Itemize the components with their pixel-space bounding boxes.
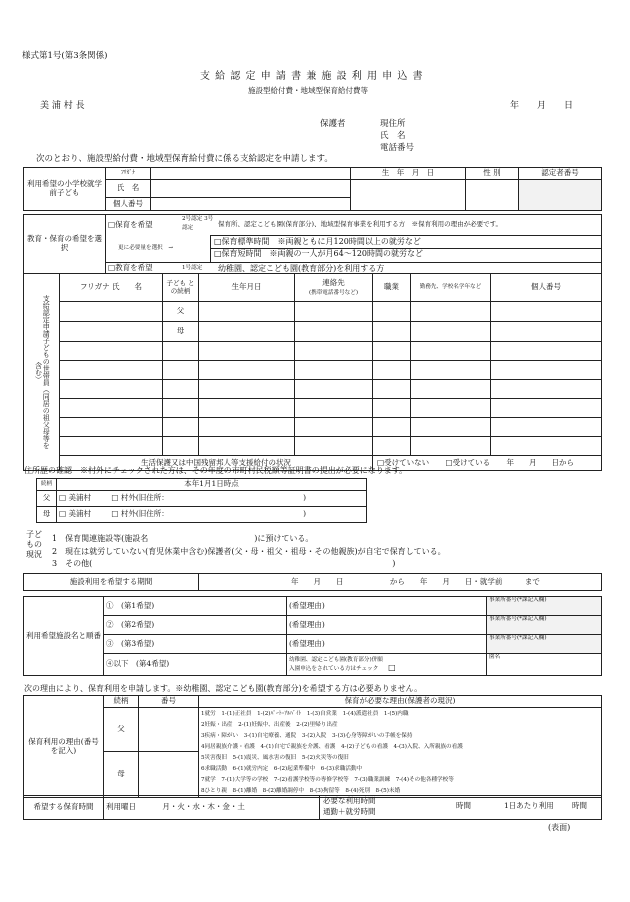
hh-cell[interactable] bbox=[199, 322, 295, 342]
hh-cell[interactable] bbox=[199, 437, 295, 456]
reason-table bbox=[23, 695, 602, 798]
hours-table bbox=[23, 795, 602, 820]
commute-label: 通勤＋就労時間 bbox=[323, 807, 376, 816]
cert23-label: 2号認定 3号認定 bbox=[182, 216, 214, 231]
hh-cell[interactable] bbox=[411, 437, 491, 456]
dob-header: 生 年 月 日 bbox=[351, 168, 466, 180]
table-row bbox=[24, 342, 602, 361]
facility-3-reason[interactable]: (希望理由) bbox=[287, 635, 487, 654]
hh-cell[interactable] bbox=[295, 302, 373, 322]
facility-4-checkbox[interactable]: □ bbox=[388, 663, 396, 672]
hh-cell[interactable] bbox=[373, 437, 411, 456]
hh-cell[interactable] bbox=[199, 361, 295, 380]
facility-4[interactable]: ④以下 (第4希望) bbox=[104, 654, 287, 676]
hh-cell[interactable] bbox=[491, 399, 602, 418]
standard-hours-checkbox[interactable]: □保育標準時間 ※両親ともに月120時間以上の就労など bbox=[214, 237, 421, 246]
hh-col-contact: 連絡先 (携帯電話番号など) bbox=[295, 274, 373, 302]
child-name-input[interactable] bbox=[151, 180, 351, 198]
table-row bbox=[24, 380, 602, 399]
hh-col-personal-no: 個人番号 bbox=[491, 274, 602, 302]
residence-close: ) bbox=[303, 509, 307, 519]
hh-cell[interactable] bbox=[163, 418, 199, 437]
residence-table bbox=[36, 478, 367, 523]
hh-cell[interactable] bbox=[411, 302, 491, 322]
facility-3-office: 事業所番号(*課記入欄) bbox=[487, 635, 602, 654]
hh-col-workplace: 勤務先、学校名学年など bbox=[411, 274, 491, 302]
facility-1[interactable]: ① (第1希望) bbox=[104, 597, 287, 616]
guardian-label: 保護者 bbox=[320, 119, 346, 129]
hh-cell[interactable] bbox=[163, 380, 199, 399]
hh-cell[interactable] bbox=[295, 380, 373, 399]
hh-cell[interactable] bbox=[491, 418, 602, 437]
hh-col-job: 職業 bbox=[373, 274, 411, 302]
furigana-label: ﾌﾘｶﾞﾅ bbox=[106, 168, 151, 180]
hh-name-cell[interactable] bbox=[60, 322, 163, 342]
form-title: 支 給 認 定 申 請 書 兼 施 設 利 用 申 込 書 bbox=[200, 71, 424, 82]
residence-rel-father: 父 bbox=[37, 491, 57, 507]
addressee: 美 浦 村 長 bbox=[40, 101, 85, 111]
hh-name-cell[interactable] bbox=[60, 302, 163, 322]
hh-col-name: フリガナ 氏 名 bbox=[60, 274, 163, 302]
days-label: 利用曜日 bbox=[106, 802, 136, 812]
period-to[interactable]: から 年 月 日・就学前 まで bbox=[389, 576, 540, 586]
hh-cell[interactable] bbox=[199, 399, 295, 418]
reason-label: 保育利用の理由(番号を記入) bbox=[24, 696, 104, 798]
hours-unit[interactable]: 時間 bbox=[456, 801, 471, 810]
hh-cell[interactable] bbox=[411, 380, 491, 399]
residence-rel-mother: 母 bbox=[37, 507, 57, 523]
nursery-checkbox[interactable]: □保育を希望 bbox=[108, 220, 153, 229]
relation-mother: 母 bbox=[163, 322, 199, 342]
facility-2-office: 事業所番号(*課記入欄) bbox=[487, 616, 602, 635]
hh-cell[interactable] bbox=[60, 380, 163, 399]
residence-rel-header: 続柄 bbox=[37, 479, 57, 491]
hh-cell[interactable] bbox=[491, 342, 602, 361]
hh-cell[interactable] bbox=[60, 437, 163, 456]
hh-cell[interactable] bbox=[373, 380, 411, 399]
reason-father-no[interactable] bbox=[139, 708, 199, 752]
form-number: 様式第1号(第3条関係) bbox=[22, 51, 108, 61]
cert-no-input bbox=[519, 180, 602, 211]
personal-no-input[interactable] bbox=[151, 198, 351, 211]
hh-cell[interactable] bbox=[373, 302, 411, 322]
reason-mother-no[interactable] bbox=[139, 751, 199, 797]
residence-outside-checkbox[interactable]: □ 村外(旧住所： bbox=[111, 493, 169, 503]
residence-asof: 本年1月1日時点 bbox=[57, 479, 367, 491]
hh-col-relation: 子ども との続柄 bbox=[163, 274, 199, 302]
hh-cell[interactable] bbox=[60, 399, 163, 418]
hh-cell[interactable] bbox=[373, 322, 411, 342]
cert1-label: 1号認定 bbox=[182, 265, 203, 271]
form-subtitle: 施設型給付費・地域型保育給付費等 bbox=[248, 86, 368, 95]
table-row bbox=[37, 491, 367, 507]
hh-cell[interactable] bbox=[491, 361, 602, 380]
hh-cell[interactable] bbox=[295, 418, 373, 437]
hh-cell[interactable] bbox=[295, 361, 373, 380]
status-line-3[interactable]: 3 その他( ) bbox=[52, 559, 396, 568]
period-table bbox=[23, 573, 602, 591]
furigana-input[interactable] bbox=[151, 168, 351, 180]
table-row bbox=[24, 399, 602, 418]
reason-rel-header: 続柄 bbox=[104, 696, 139, 708]
hh-cell[interactable] bbox=[199, 418, 295, 437]
welfare-receiving[interactable]: □受けている bbox=[445, 457, 491, 467]
personal-no-label: 個人番号 bbox=[106, 198, 151, 211]
facility-2[interactable]: ② (第2希望) bbox=[104, 616, 287, 635]
child-name-label: 氏 名 bbox=[106, 180, 151, 198]
hh-cell[interactable] bbox=[491, 437, 602, 456]
residence-note: 住所歴の確認 ※村外にチェックされた方は、その年度の市町村民税額等証明書の提出が必要になります。 bbox=[24, 466, 408, 475]
hh-cell[interactable] bbox=[199, 302, 295, 322]
reason-list: 1就労 1-(1)正社員 1-(2)ﾊﾟｰﾄ･ｱﾙﾊﾞｲﾄ 1-(3)自営業 1-(4)派遣社員 1-(5)内職 2妊娠・出産 2-(1)妊娠中、出産後 2-(2)里帰り出産 3疾病・障がい 3-(1)自宅療養、通院 3-(2)入院 3-(3)心身等障がいの手帳を保持 4同居親族介護・看護 4-(1)自宅で親族を介護、看護 4-(2)子どもの看護 4-(3)入院、入所親族の看護 5災害復旧 5-(1)震災、風水害の復旧 5-(2)火災等の復旧 6求職活動 6-(1)就労内定 6-(2)起業準備中 6-(3)求職活動中 7就学 7-(1)大学等の学校 7-(2)看護学校等の専修学校等 7-(3)職業訓練 7-(4)その他各種学校等 8ひとり親 8-(1)離婚 8-(2)離婚調停中 8-(3)拘留等 8-(4)死別 8-(5)未婚 bbox=[199, 708, 602, 798]
facility-4-note: 幼稚園、認定こども園(教育部分)併願 入園申込をされている方はチェック □ bbox=[287, 654, 487, 676]
hh-cell[interactable] bbox=[163, 342, 199, 361]
hh-cell[interactable] bbox=[295, 399, 373, 418]
welfare-since[interactable]: 年 月 日から bbox=[506, 457, 574, 467]
phone-label: 電話番号 bbox=[380, 143, 415, 153]
address-label: 現住所 bbox=[380, 119, 406, 129]
hh-cell[interactable] bbox=[60, 418, 163, 437]
cert-no-header: 認定者番号 bbox=[519, 168, 602, 180]
hh-cell[interactable] bbox=[411, 361, 491, 380]
hh-cell[interactable] bbox=[373, 399, 411, 418]
status-label: 子どもの現況 bbox=[26, 530, 42, 559]
edu-checkbox[interactable]: □教育を希望 bbox=[108, 263, 153, 272]
hh-cell[interactable] bbox=[163, 361, 199, 380]
hours-unit-2[interactable]: 時間 bbox=[572, 801, 587, 810]
wish-label: 教育・保育の希望を選択 bbox=[24, 215, 106, 274]
table-row bbox=[24, 635, 602, 654]
table-row bbox=[24, 302, 602, 322]
status-line-1[interactable]: 1 保育関連施設等(施設名 )に預けている。 bbox=[52, 534, 314, 543]
hh-cell[interactable] bbox=[60, 342, 163, 361]
welfare-label: 生活保護又は中国残留邦人等支援給付の状況 bbox=[60, 456, 373, 471]
hh-cell[interactable] bbox=[411, 322, 491, 342]
hh-cell[interactable] bbox=[491, 380, 602, 399]
status-line-2[interactable]: 2 現在は就労していない(育児休業中含む)保護者(父・母・祖父・祖母・その他親族)が自宅で保育している。 bbox=[52, 547, 446, 556]
footer-label: (表面) bbox=[548, 823, 571, 832]
need-label: 必要な利用時間 bbox=[323, 796, 376, 805]
table-row bbox=[24, 597, 602, 616]
hh-cell[interactable] bbox=[199, 342, 295, 361]
intro-text: 次のとおり、施設型給付費・地域型保育給付費に係る支給認定を申請します。 bbox=[36, 154, 333, 164]
residence-close: ) bbox=[303, 493, 307, 503]
residence-outside-checkbox[interactable]: □ 村外(旧住所： bbox=[111, 509, 169, 519]
hh-cell[interactable] bbox=[199, 380, 295, 399]
facility-1-office: 事業所番号(*課記入欄) bbox=[487, 597, 602, 616]
period-label: 施設利用を希望する期間 bbox=[24, 574, 199, 591]
reason-intro: 次の理由により、保育利用を申請します。※幼稚園、認定こども園(教育部分)を希望する方は必要ありません。 bbox=[24, 684, 423, 693]
nursery-desc: 保育所、認定こども園(保育部分)、地域型保育事業を利用する方 ※保育利用の理由が必要です。 bbox=[218, 220, 503, 228]
hh-cell[interactable] bbox=[60, 361, 163, 380]
name-label: 氏 名 bbox=[380, 131, 406, 141]
relation-father: 父 bbox=[163, 302, 199, 322]
hh-cell[interactable] bbox=[411, 399, 491, 418]
short-hours-checkbox[interactable]: □保育短時間 ※両親の一人が月64～120時間の就労など bbox=[214, 249, 424, 258]
days-value[interactable]: 月・火・水・木・金・土 bbox=[162, 802, 245, 812]
hh-cell[interactable] bbox=[491, 302, 602, 322]
child-label: 利用希望の小学校就学前子ども bbox=[24, 168, 106, 211]
table-row bbox=[24, 361, 602, 380]
table-row bbox=[24, 616, 602, 635]
hh-col-dob: 生年月日 bbox=[199, 274, 295, 302]
hh-cell[interactable] bbox=[411, 342, 491, 361]
table-row bbox=[24, 437, 602, 456]
facility-4-name[interactable]: 園名 bbox=[487, 654, 602, 676]
reason-father: 父 bbox=[104, 708, 139, 752]
facility-3[interactable]: ③ (第3希望) bbox=[104, 635, 287, 654]
hh-cell[interactable] bbox=[295, 437, 373, 456]
household-table bbox=[23, 273, 602, 471]
gender-input[interactable] bbox=[466, 180, 519, 211]
period-from[interactable]: 年 月 日 bbox=[291, 576, 344, 586]
per-day-label: 1日あたり利用 bbox=[504, 801, 554, 810]
hh-cell[interactable] bbox=[295, 342, 373, 361]
table-row bbox=[37, 507, 367, 523]
residence-miho-checkbox[interactable]: □ 美浦村 bbox=[59, 509, 91, 519]
hh-cell[interactable] bbox=[295, 322, 373, 342]
hh-cell[interactable] bbox=[373, 418, 411, 437]
hh-cell[interactable] bbox=[163, 437, 199, 456]
facility-1-reason[interactable]: (希望理由) bbox=[287, 597, 487, 616]
reason-status-header: 保育が必要な理由(保護者の現況) bbox=[199, 696, 602, 708]
dob-input[interactable] bbox=[351, 180, 466, 211]
wish-table bbox=[23, 214, 602, 274]
reason-mother: 母 bbox=[104, 751, 139, 797]
edu-desc: 幼稚園、認定こども園(教育部分)を利用する方 bbox=[218, 264, 385, 273]
gender-header: 性 別 bbox=[466, 168, 519, 180]
facility-2-reason[interactable]: (希望理由) bbox=[287, 616, 487, 635]
child-table bbox=[23, 167, 602, 211]
hh-cell[interactable] bbox=[163, 399, 199, 418]
table-row bbox=[24, 418, 602, 437]
table-row bbox=[24, 322, 602, 342]
hh-cell[interactable] bbox=[373, 361, 411, 380]
hh-cell[interactable] bbox=[411, 418, 491, 437]
reason-no-header: 番号 bbox=[139, 696, 199, 708]
facility-table bbox=[23, 596, 602, 676]
welfare-not-receiving[interactable]: □受けていない bbox=[377, 457, 430, 467]
table-row bbox=[24, 654, 602, 676]
date-field[interactable]: 年 月 日 bbox=[510, 101, 574, 111]
more-label: 更に必要量を選択 → bbox=[118, 245, 174, 251]
hours-label: 希望する保育時間 bbox=[24, 796, 104, 820]
residence-miho-checkbox[interactable]: □ 美浦村 bbox=[59, 493, 91, 503]
hh-cell[interactable] bbox=[373, 342, 411, 361]
hh-cell[interactable] bbox=[491, 322, 602, 342]
facility-label: 利用希望施設名と順番 bbox=[24, 597, 104, 676]
household-side-label: 支給認定申請子どもの世帯員（同居の祖父母等を含む） bbox=[24, 274, 60, 471]
